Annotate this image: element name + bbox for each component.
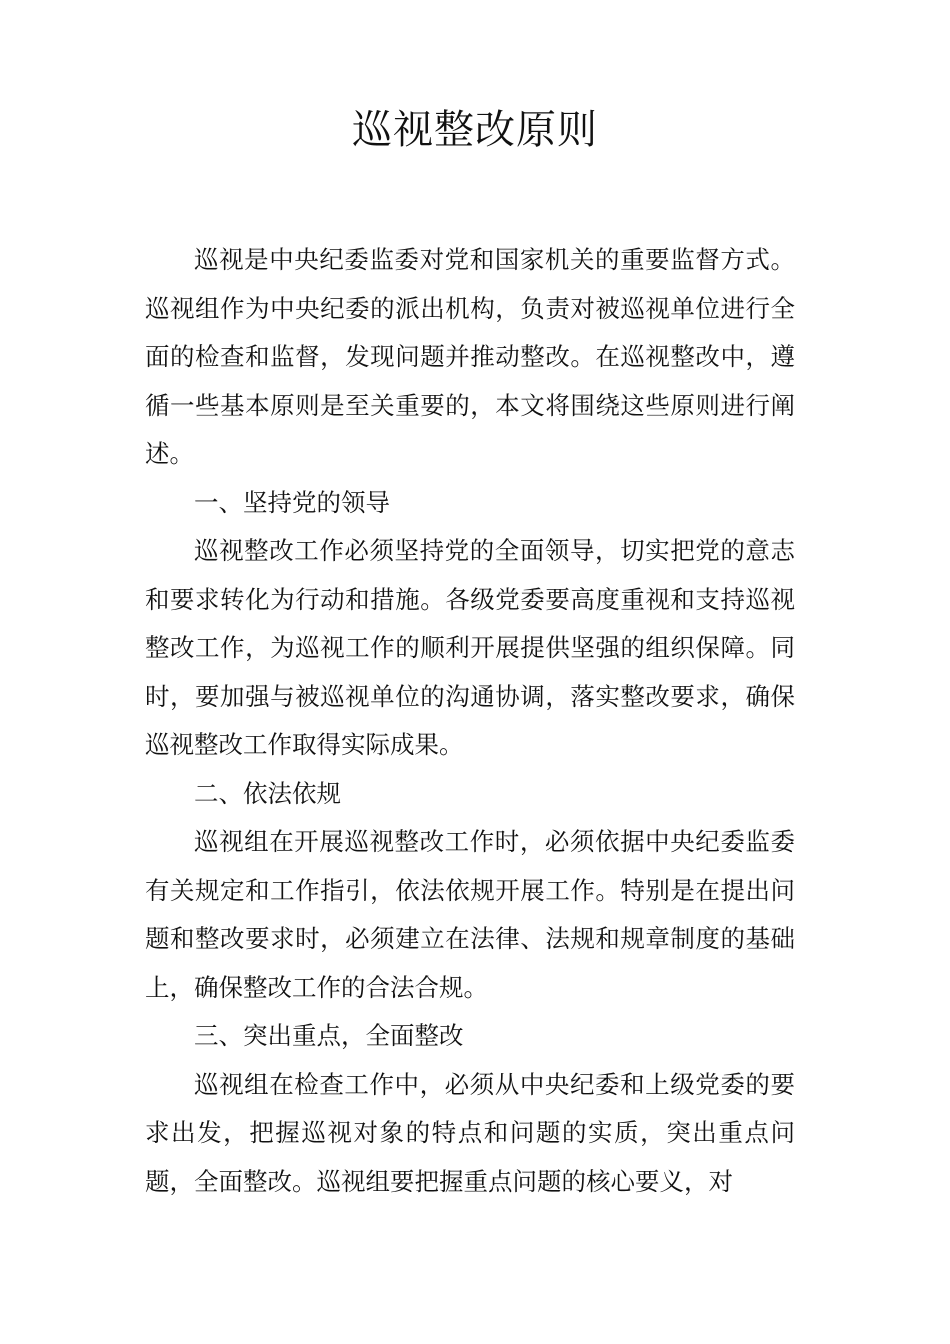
section-heading-1: 一、坚持党的领导 <box>194 487 390 517</box>
section-heading-3: 三、突出重点，全面整改 <box>194 1021 464 1050</box>
paragraph-intro: 巡视是中央纪委监委对党和国家机关的重要监督方式。巡视组作为中央纪委的派出机构，负责对被巡视单位进行全面的检查和监督，发现问题并推动整改。在巡视整改中，遵循一些基本原则是至关重要的，本文将围绕这些原则进行阐述。 <box>145 245 795 468</box>
paragraph-section-2: 巡视组在开展巡视整改工作时，必须依据中央纪委监委有关规定和工作指引，依法依规开展工作。特别是在提出问题和整改要求时，必须建立在法律、法规和规章制度的基础上，确保整改工作的合法合规。 <box>145 827 795 1002</box>
paragraph-section-3: 巡视组在检查工作中，必须从中央纪委和上级党委的要求出发，把握巡视对象的特点和问题的实质，突出重点问题，全面整改。巡视组要把握重点问题的核心要义，对 <box>145 1069 795 1196</box>
paragraph-section-1: 巡视整改工作必须坚持党的全面领导，切实把党的意志和要求转化为行动和措施。各级党委要高度重视和支持巡视整改工作，为巡视工作的顺利开展提供坚强的组织保障。同时，要加强与被巡视单位的沟通协调，落实整改要求，确保巡视整改工作取得实际成果。 <box>145 536 795 759</box>
document-body <box>145 236 795 1206</box>
section-heading-2: 二、依法依规 <box>194 778 341 808</box>
document-title: 巡视整改原则 <box>352 107 598 153</box>
